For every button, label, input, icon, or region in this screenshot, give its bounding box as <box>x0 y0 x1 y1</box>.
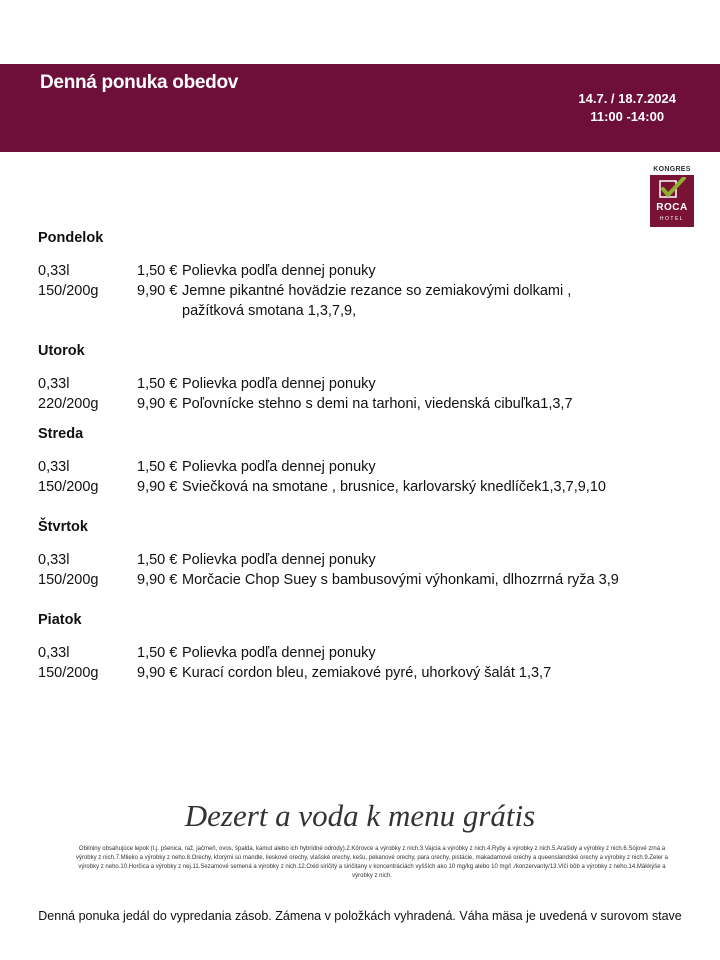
day-name: Piatok <box>38 612 82 628</box>
page-title: Denná ponuka obedov <box>40 72 239 93</box>
item-quantity: 0,33l <box>38 459 70 475</box>
day-name: Štvrtok <box>38 519 88 535</box>
menu-item <box>38 570 688 590</box>
item-description: Sviečková na smotane , brusnice, karlovarský knedlíček1,3,7,9,10 <box>182 479 606 495</box>
item-description: Polievka podľa dennej ponuky <box>182 376 376 392</box>
item-price: 1,50 € <box>137 645 178 661</box>
menu-item <box>38 643 688 663</box>
item-price: 9,90 € <box>137 479 178 495</box>
logo-top-text: KONGRES <box>653 166 691 173</box>
logo-sub: HOTEL <box>659 216 685 222</box>
item-price: 1,50 € <box>137 552 178 568</box>
dessert-note: Dezert a voda k menu grátis <box>184 798 536 833</box>
item-description: Morčacie Chop Suey s bambusovými výhonkami, dlhozrrná ryža 3,9 <box>182 572 619 588</box>
allergen-legend: Obilniny obsahujúce lepok (t.j. pšenica, raž, jačmeň, ovos, špalda, kamut alebo ich hybridné odrody).2.Kôrovce a výrobky z nich.3.Vajcia a výrobky z nich.4.Ryby a výrobky z nich.5.Arašidy a výrobky z nich.6.Sójové zrná a výrobky z nich.7.Mlieko a výrobky z neho.8.Orechy, ktorými sú mandle, lieskové orechy, vlašské orechy, kešu, pekanové orechy, para orechy, pistácie, makadamové orechy a queenslandské orechy a výrobky z nich.9.Zeler a výrobky z neho.10.Horčica a výrobky z nej.11.Sezamové semená a výrobky z nich.12.Oxid siričitý a siričitany v koncentráciách vyšších ako 10 mg/kg alebo 10 mg/l ./konzervanty/13.Vlčí bôb a výrobky z neho.14.Mäkkýše a výrobky z nich. <box>75 846 669 879</box>
day-name: Streda <box>38 426 84 442</box>
item-quantity: 0,33l <box>38 263 70 279</box>
footer-disclaimer: Denná ponuka jedál do vypredania zásob. Zámena v položkách vyhradená. Váha mäsa je uvedená v surovom stave <box>38 909 682 923</box>
menu-item <box>38 477 688 497</box>
menu-item <box>38 261 688 281</box>
item-quantity: 0,33l <box>38 645 70 661</box>
item-quantity: 220/200g <box>38 396 99 412</box>
menu-item <box>38 281 688 301</box>
day-section-wednesday <box>38 426 688 497</box>
menu-item <box>38 663 688 683</box>
item-description: Polievka podľa dennej ponuky <box>182 263 376 279</box>
item-price: 9,90 € <box>137 283 178 299</box>
item-price: 9,90 € <box>137 396 178 412</box>
serving-hours: 11:00 -14:00 <box>590 109 665 124</box>
item-quantity: 150/200g <box>38 665 99 681</box>
logo-box <box>650 175 694 227</box>
item-quantity: 150/200g <box>38 479 99 495</box>
menu-item <box>38 374 688 394</box>
item-quantity: 150/200g <box>38 572 99 588</box>
item-description: Polievka podľa dennej ponuky <box>182 645 376 661</box>
menu-item <box>38 394 688 414</box>
date-range-block <box>578 90 676 126</box>
item-quantity: 150/200g <box>38 283 99 299</box>
hotel-logo <box>650 166 694 228</box>
header-banner <box>0 64 720 152</box>
item-quantity: 0,33l <box>38 552 70 568</box>
day-section-monday <box>38 230 688 321</box>
logo-brand: ROCA <box>656 202 688 213</box>
checkmark-icon <box>658 177 686 201</box>
day-name: Pondelok <box>38 230 104 246</box>
date-range: 14.7. / 18.7.2024 <box>578 91 676 106</box>
day-section-tuesday <box>38 343 688 414</box>
item-description: Polievka podľa dennej ponuky <box>182 552 376 568</box>
day-section-friday <box>38 612 688 683</box>
item-quantity: 0,33l <box>38 376 70 392</box>
item-description: Polievka podľa dennej ponuky <box>182 459 376 475</box>
item-description: Kurací cordon bleu, zemiakové pyré, uhorkový šalát 1,3,7 <box>182 665 552 681</box>
menu-item <box>38 550 688 570</box>
day-section-thursday <box>38 519 688 590</box>
item-description: Jemne pikantné hovädzie rezance so zemiakovými dolkami , <box>182 283 572 299</box>
menu-item <box>38 457 688 477</box>
item-price: 9,90 € <box>137 665 178 681</box>
item-description: Poľovnícke stehno s demi na tarhoni, viedenská cibuľka1,3,7 <box>182 396 573 412</box>
item-price: 9,90 € <box>137 572 178 588</box>
item-price: 1,50 € <box>137 376 178 392</box>
item-price: 1,50 € <box>137 459 178 475</box>
item-description-continued: pažítková smotana 1,3,7,9, <box>182 303 357 319</box>
item-price: 1,50 € <box>137 263 178 279</box>
day-name: Utorok <box>38 343 85 359</box>
